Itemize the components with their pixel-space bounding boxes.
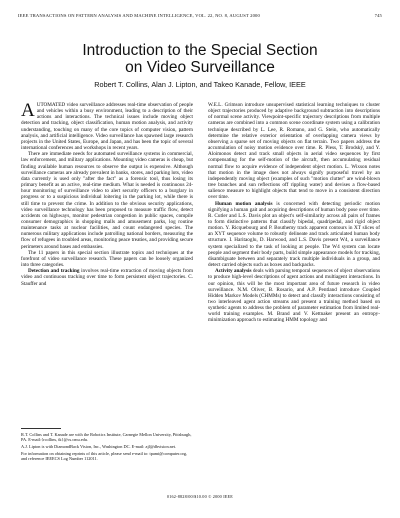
copyright-line: 0162-8828/00/$10.00 © 2000 IEEE: [166, 494, 234, 499]
human-motion-text: is concerned with detecting periodic motion signifying a human gait and acquiring descriptions of human body pose over time. R. Cutler and L.S. Davis plot an object's self-similarity across all pairs of frames to form distinctive patterns that classify bipedal, quadripedal, and rigid object motion. Y. Ricquebourg and P. Bouthemy track apparent contours in XT slices of an XYT sequence volume to robustly delineate and track articulated human body structure. I. Haritaoglu, D. Harwood, and L.S. Davis present W4, a surveillance system specialized to the task of looking at people. The W4 system can locate people and segment their body parts, build simple appearance models for tracking, disambiguate between and separately track multiple individuals in a group, and detect carried objects such as boxes and backpacks.: [208, 200, 381, 269]
activity-heading: Activity analysis: [215, 268, 252, 275]
activity-text: deals with parsing temporal sequences of object observations to produce high-level descriptions of agent actions and multiagent interactions. In our opinion, this will be the most important area of future research in video surveillance. N.M. Oliver, B. Rosario, and A.P. Pentland introduce Coupled Hidden Markov Models (CHMMs) to detect and classify interactions consisting of two interleaved agent action streams and present a training method based on synthetic agents to address the problem of parameter estimation from limited real-world training examples. M. Brand and V. Kettnaker present an entropy-minimization approach to estimating HMM topology and: [208, 268, 380, 324]
author-line: Robert T. Collins, Alan J. Lipton, and Takeo Kanade, Fellow, IEEE: [94, 80, 306, 89]
title-line-2: on Video Surveillance: [125, 59, 275, 76]
footnote-affiliation-2: A.J. Lipton is with DiamondBack Vision, Inc., Washington DC. E-mail: ajl@dbvision.net.: [21, 443, 177, 449]
paragraph-detection: [21, 268, 193, 286]
right-column: [208, 102, 380, 324]
intro-paragraph: [21, 102, 193, 151]
paragraph-activity: [208, 268, 380, 323]
footnote-reprints: For information on obtaining reprints of this article, please send e-mail to: tpami@computer.org, and reference IEEECS Log Number 112011.: [21, 450, 188, 461]
running-header: [18, 13, 382, 18]
human-motion-heading: Human motion analysis: [215, 200, 273, 207]
intro-lead-word: UTOMATED: [36, 102, 66, 108]
journal-header: IEEE TRANSACTIONS ON PATTERN ANALYSIS AND MACHINE INTELLIGENCE, VOL. 22, NO. 8, AUGUST 2000: [18, 13, 260, 18]
paragraph-papers: The 11 papers in this special section illustrate topics and techniques at the forefront of video surveillance research. These papers can be loosely organized into three categories.: [21, 249, 193, 269]
intro-text: video surveillance addresses real-time observation of people and vehicles within a busy environment, leading to a description of their actions and interactions. The technical issues include moving object detection and tracking, object classification, human motion analysis, and activity understanding, touching on many of the core topics of computer vision, pattern analysis, and artificial intelligence. Video surveillance has spawned large research projects in the United States, Europe, and Japan, and has been the topic of several international conferences and workshops in recent years.: [21, 102, 193, 152]
detection-heading: Detection and tracking: [28, 268, 80, 275]
left-column: [21, 102, 193, 287]
detection-text: involves real-time extraction of moving objects from video and continuous tracking over time to form persistent object trajectories. C. Stauffer and: [21, 268, 193, 287]
paragraph-trajectories: W.E.L. Grimson introduce unsupervised statistical learning techniques to cluster object trajectories produced by adaptive background subtraction into descriptions of normal scene activity. Viewpoint-specific trajectory descriptions from multiple cameras are combined into a common scene coordinate system using a calibration technique described by L. Lee, R. Romano, and G. Stein, who automatically determine the relative exterior orientation of overlapping camera views by observing a sparse set of moving objects on flat terrain. Two papers address the accumulation of noisy motion evidence over time. R. Pless, T. Brodský, and Y. Aloimonos detect and track small objects in aerial video sequences by first compensating for the self-motion of the aircraft, then accumulating residual normal flow to acquire evidence of independent object motion. L. Wixson notes that motion in the image does not always signify purposeful travel by an independently moving object (examples of such "motion clutter" are wind-blown tree branches and sun reflections off rippling water) and devises a flow-based salience measure to highlight objects that tend to move in a consistent direction over time.: [208, 102, 380, 201]
footnote-affiliation-1: R.T. Collins and T. Kanade are with the Robotics Institute, Carnegie Mellon University, Pittsburgh, PA. E-mail:{rcollins, tk}@cs.cmu.edu.: [21, 432, 192, 443]
paragraph-needs: There are immediate needs for automated surveillance systems in commercial, law enforcement, and military applications. Mounting video cameras is cheap, but finding available human resources to observe the output is expensive. Although surveillance cameras are already prevalent in banks, stores, and parking lots, video data currently is used only "after the fact" as a forensic tool, thus losing its primary benefit as an active, real-time medium. What is needed is continuous 24-hour monitoring of surveillance video to alert security officers to a burglary in progress or to a suspicious individual loitering in the parking lot, while there is still time to prevent the crime. In addition to the obvious security applications, video surveillance technology has been proposed to measure traffic flow, detect accidents on highways, monitor pedestrian congestion in public spaces, compile consumer demographics in shopping malls and amusement parks, log routine maintenance tasks at nuclear facilities, and count endangered species. The numerous military applications include patrolling national borders, measuring the flow of refugees in troubled areas, monitoring peace treaties, and providing secure perimeters around bases and embassies.: [21, 151, 193, 250]
drop-cap: A: [21, 100, 35, 121]
footnote-rule: [21, 428, 61, 429]
paragraph-human-motion: [208, 201, 380, 269]
paper-title: [0, 42, 400, 76]
title-line-1: Introduction to the Special Section: [82, 42, 318, 59]
footnotes: [21, 428, 193, 463]
page-number: 745: [374, 13, 382, 18]
